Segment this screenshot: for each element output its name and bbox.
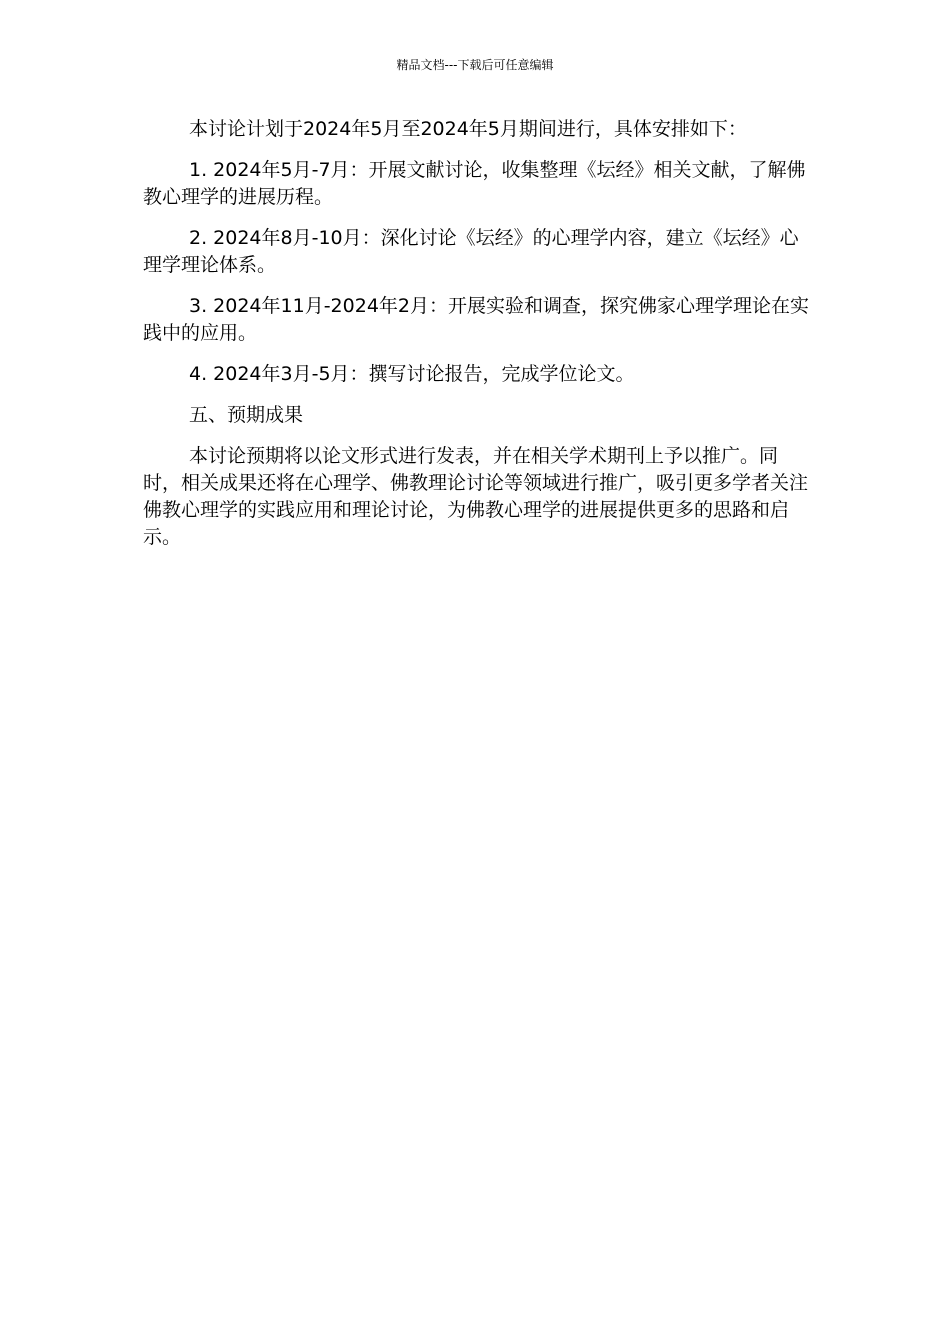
intro-paragraph: 本讨论计划于2024年5月至2024年5月期间进行，具体安排如下： xyxy=(189,118,747,140)
schedule-step-1: 1. 2024年5月-7月：开展文献讨论，收集整理《坛经》相关文献，了解佛教心理学的进展历程。 xyxy=(143,159,806,208)
schedule-step-4: 4. 2024年3月-5月：撰写讨论报告，完成学位论文。 xyxy=(189,363,635,385)
section-heading-expected-results: 五、预期成果 xyxy=(189,404,304,426)
document-body xyxy=(143,116,811,565)
page-header: 精品文档---下载后可任意编辑 xyxy=(396,58,554,72)
schedule-step-2: 2. 2024年8月-10月：深化讨论《坛经》的心理学内容，建立《坛经》心理学理论体系。 xyxy=(143,227,799,276)
schedule-step-3: 3. 2024年11月-2024年2月：开展实验和调查，探究佛家心理学理论在实践中的应用。 xyxy=(143,295,809,344)
outcome-paragraph: 本讨论预期将以论文形式进行发表，并在相关学术期刊上予以推广。同时，相关成果还将在心理学、佛教理论讨论等领域进行推广，吸引更多学者关注佛教心理学的实践应用和理论讨论，为佛教心理学的进展提供更多的思路和启示。 xyxy=(143,445,809,548)
